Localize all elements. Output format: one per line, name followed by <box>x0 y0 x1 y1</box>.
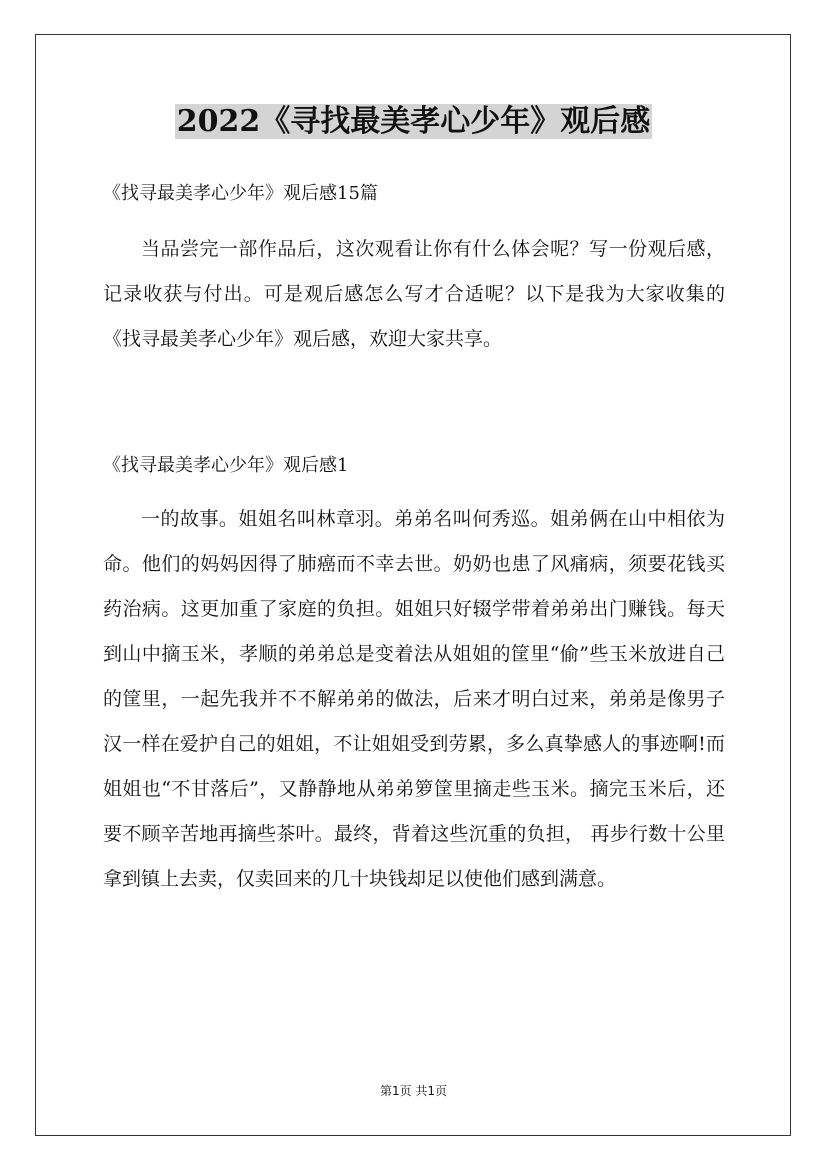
document-title-text: 2022《寻找最美孝心少年》观后感 <box>176 104 651 139</box>
document-subtitle: 《找寻最美孝心少年》观后感15篇 <box>103 183 378 204</box>
page-footer: 第1页 共1页 <box>379 1084 448 1098</box>
section-paragraph: 一的故事。姐姐名叫林章羽。弟弟名叫何秀巡。姐弟俩在山中相依为命。他们的妈妈因得了肺癌而不幸去世。奶奶也患了风痛病，须要花钱买药治病。这更加重了家庭的负担。姐姐只好辍学带着弟弟出门赚钱。每天到山中摘玉米，孝顺的弟弟总是变着法从姐姐的筐里“偷”些玉米放进自己的筐里，一起先我并不不解弟弟的做法，后来才明白过来，弟弟是像男子汉一样在爱护自己的姐姐，不让姐姐受到劳累，多么真挚感人的事迹啊!而姐姐也“不甘落后”，又静静地从弟弟箩筐里摘走些玉米。摘完玉米后，还要不顾辛苦地再摘些茶叶。最终，背着这些沉重的负担， 再步行数十公里拿到镇上去卖，仅卖回来的几十块钱却足以使他们感到满意。 <box>103 508 725 890</box>
document-title <box>0 100 827 144</box>
intro-paragraph: 当品尝完一部作品后，这次观看让你有什么体会呢？写一份观后感，记录收获与付出。可是观后感怎么写才合适呢？以下是我为大家收集的《找寻最美孝心少年》观后感，欢迎大家共享。 <box>103 238 725 350</box>
section-heading: 《找寻最美孝心少年》观后感1 <box>103 455 349 476</box>
